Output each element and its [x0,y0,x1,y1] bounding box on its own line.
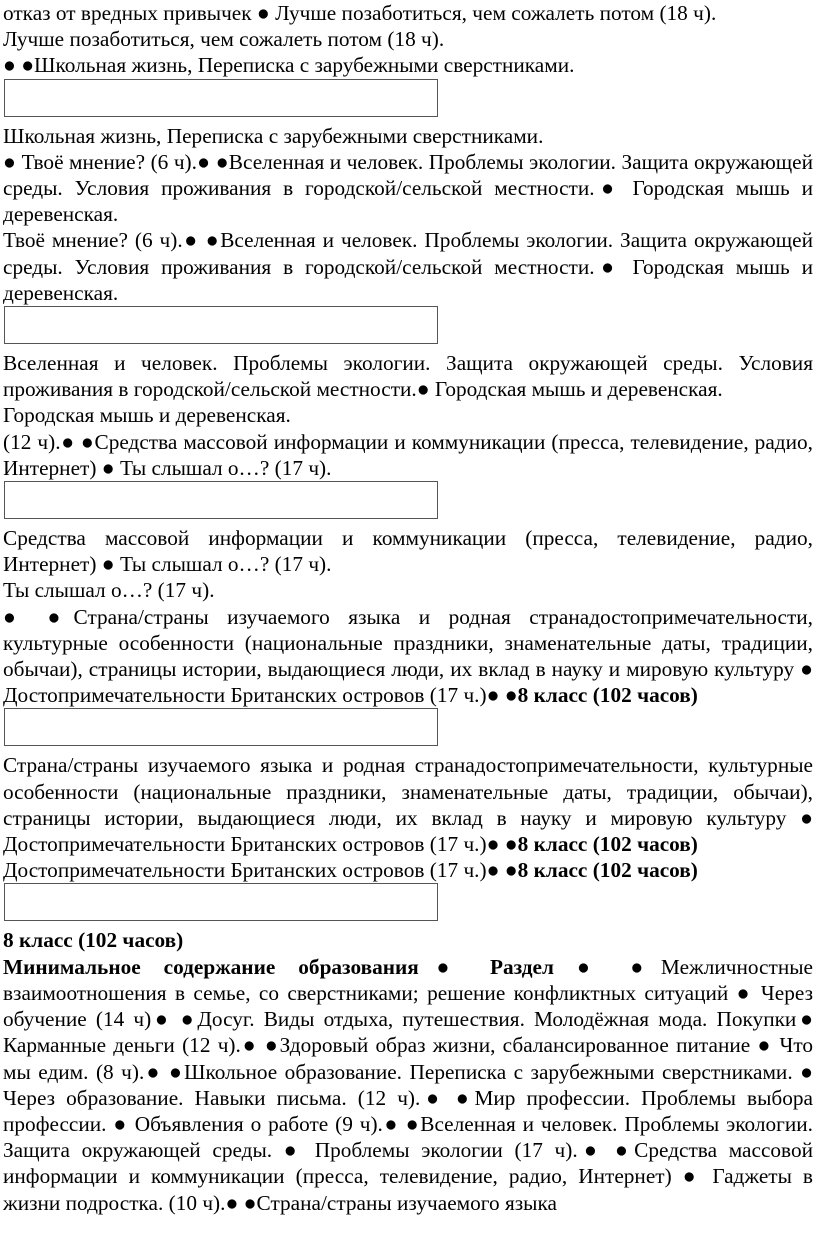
paragraph-text: Страна/страны изучаемого языка и родная странадостопримечательности, культурные особенности (национальные праздники, знаменательные даты, традиции, обычаи), страницы истории, выдающиеся люди, их вклад в науку и мировую культуру ● Достопримечательности Британских островов (17 ч.)● ● [3,753,813,857]
paragraph-text: ● ●Страна/страны изучаемого языка и родная странадостопримечательности, культурные особенности (национальные праздники, знаменательные даты, традиции, обычаи), страницы истории, выдающиеся люди, их вклад в науку и мировую культуру ● Достопримечательности Британских островов (17 ч.)● ● [3,604,813,708]
paragraph: Средства массовой информации и коммуникации (пресса, телевидение, радио, Интернет) ● Ты слышал о…? (17 ч). [3,526,813,577]
paragraph: Городская мышь и деревенская. [3,403,291,428]
paragraph: Вселенная и человек. Проблемы экологии. Защита окружающей среды. Условия проживания в городской/сельской местности.● Городская мышь и деревенская. [3,351,813,402]
paragraph [3,857,813,883]
paragraph [3,604,813,709]
paragraph: Твоё мнение? (6 ч).● ●Вселенная и человек. Проблемы экологии. Защита окружающей среды. Условия проживания в городской/сельской местности.● Городская мышь и деревенская. [3,228,813,305]
paragraph: Ты слышал о…? (17 ч). [3,578,215,603]
paragraph-text: Достопримечательности Британских островов (17 ч.)● ● [3,858,518,883]
empty-frame [4,306,438,344]
empty-frame [4,708,438,746]
content-heading: Минимальное содержание образования [3,954,419,979]
paragraph: ● ●Школьная жизнь, Переписка с зарубежными сверстниками. [3,53,575,78]
paragraph-text: ● ●Межличностные взаимоотношения в семье, со сверстниками; решение конфликтных ситуаций ● Через обучение (14 ч)● ●Досуг. Виды отдыха, путешествия. Молодёжная мода. Покупки● Карманные деньги (12 ч).● ●Здоровый образ жизни, сбалансированное питание ● Что мы едим. (8 ч).● ●Школьное образование. Переписка с зарубежными сверстниками. ● Через образование. Навыки письма. (12 ч).● ●Мир профессии. Проблемы выбора профессии. ● Объявления о работе (9 ч).● ●Вселенная и человек. Проблемы экологии. Защита окружающей среды. ● Проблемы экологии (17 ч).● ●Средства массовой информации и коммуникации (пресса, телевидение, радио, Интернет) ● Гаджеты в жизни подростка. (10 ч).● ●Страна/страны изучаемого языка [3,954,813,1215]
bullet: ● [418,954,467,979]
paragraph: ● Твоё мнение? (6 ч).● ●Вселенная и человек. Проблемы экологии. Защита окружающей среды. Условия проживания в городской/сельской местности.● Городская мышь и деревенская. [3,149,813,227]
grade-heading: 8 класс (102 часов) [517,858,698,883]
empty-frame [4,79,438,117]
section-heading: Раздел [489,954,554,979]
paragraph: Лучше позаботиться, чем сожалеть потом (18 ч). [3,27,445,52]
paragraph: Школьная жизнь, Переписка с зарубежными сверстниками. [3,123,544,148]
grade-heading: 8 класс (102 часов) [517,683,698,708]
grade-heading: 8 класс (102 часов) [3,928,184,953]
empty-frame [4,481,438,519]
paragraph [3,752,813,857]
empty-frame [4,883,438,921]
paragraph: (12 ч).● ●Средства массовой информации и коммуникации (пресса, телевидение, радио, Интернет) ● Ты слышал о…? (17 ч). [3,429,813,480]
grade-heading: 8 класс (102 часов) [517,832,698,857]
paragraph: отказ от вредных привычек ● Лучше позаботиться, чем сожалеть потом (18 ч). [3,1,717,25]
paragraph [3,954,813,1216]
